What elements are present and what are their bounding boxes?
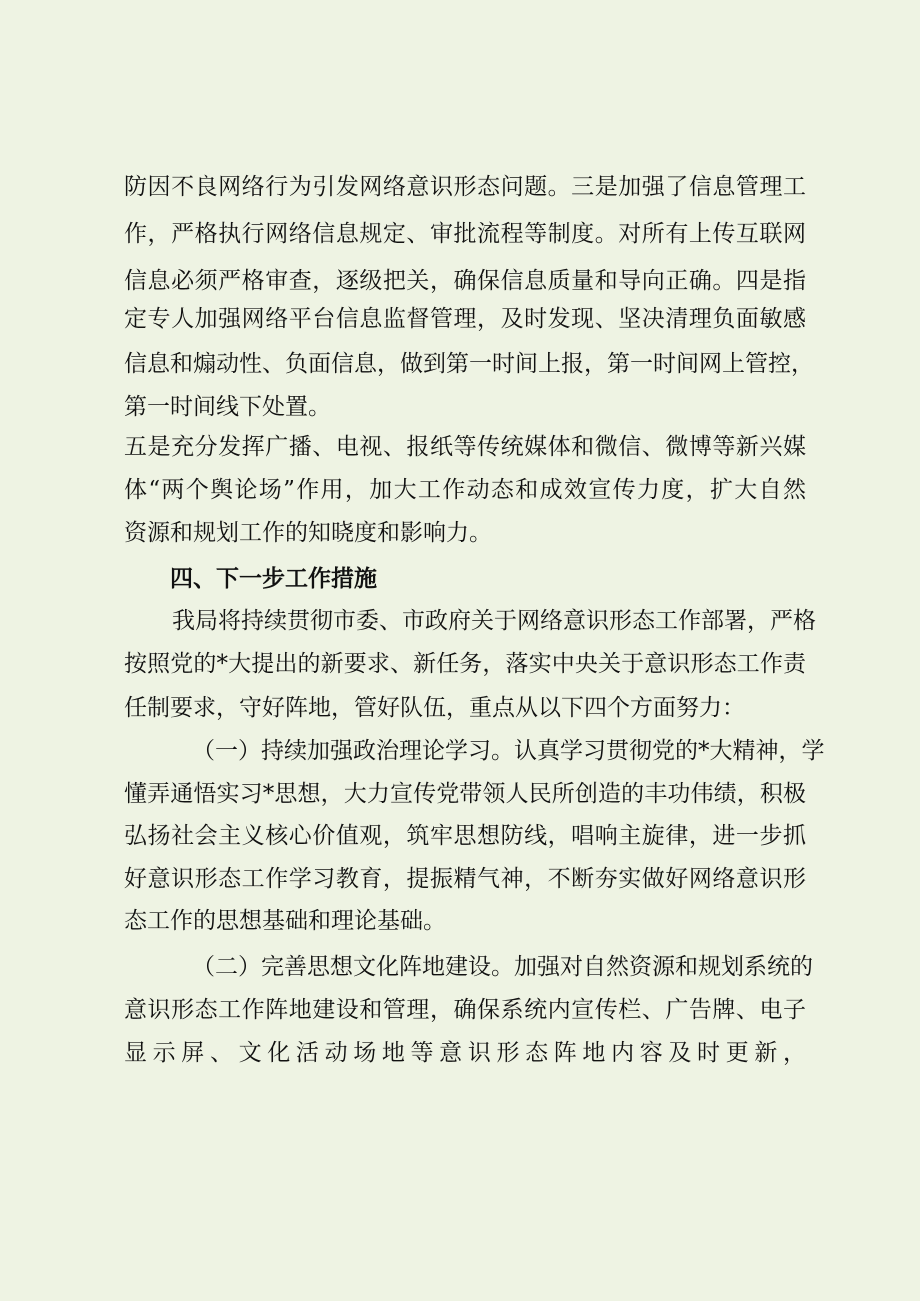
body-line: 第一时间线下处置。 bbox=[124, 394, 331, 420]
body-line: 态工作的思想基础和理论基础。 bbox=[124, 908, 446, 934]
body-line: 显示屏、文化活动场地等意识形态阵地内容及时更新， bbox=[124, 1040, 806, 1066]
body-line: 信息和煽动性、负面信息，做到第一时间上报，第一时间网上管控， bbox=[124, 351, 814, 377]
section-heading: 四、下一步工作措施 bbox=[170, 566, 377, 592]
body-line: 我局将持续贯彻市委、市政府关于网络意识形态工作部署，严格 bbox=[172, 608, 816, 634]
body-line: 体“两个舆论场”作用，加大工作动态和成效宣传力度，扩大自然 bbox=[124, 477, 806, 503]
body-line: 懂弄通悟实习*思想，大力宣传党带领人民所创造的丰功伟绩，积极 bbox=[124, 781, 806, 807]
body-line: 弘扬社会主义核心价值观，筑牢思想防线，唱响主旋律，进一步抓 bbox=[124, 823, 806, 849]
body-line: 作，严格执行网络信息规定、审批流程等制度。对所有上传互联网 bbox=[124, 221, 806, 247]
body-line: 信息必须严格审查，逐级把关，确保信息质量和导向正确。四是指 bbox=[124, 268, 806, 294]
body-line: 防因不良网络行为引发网络意识形态问题。三是加强了信息管理工 bbox=[124, 174, 806, 200]
body-line: 意识形态工作阵地建设和管理，确保系统内宣传栏、广告牌、电子 bbox=[124, 997, 806, 1023]
body-line: 定专人加强网络平台信息监督管理，及时发现、坚决清理负面敏感 bbox=[124, 306, 806, 332]
body-line: （一）持续加强政治理论学习。认真学习贯彻党的*大精神，学 bbox=[192, 738, 825, 764]
body-line: （二）完善思想文化阵地建设。加强对自然资源和规划系统的 bbox=[192, 954, 813, 980]
body-line: 按照党的*大提出的新要求、新任务，落实中央关于意识形态工作责 bbox=[124, 651, 806, 677]
body-line: 资源和规划工作的知晓度和影响力。 bbox=[124, 520, 492, 546]
body-line: 好意识形态工作学习教育，提振精气神，不断夯实做好网络意识形 bbox=[124, 866, 806, 892]
body-line: 五是充分发挥广播、电视、报纸等传统媒体和微信、微博等新兴媒 bbox=[124, 434, 806, 460]
body-line: 任制要求，守好阵地，管好队伍，重点从以下四个方面努力： bbox=[124, 695, 745, 721]
